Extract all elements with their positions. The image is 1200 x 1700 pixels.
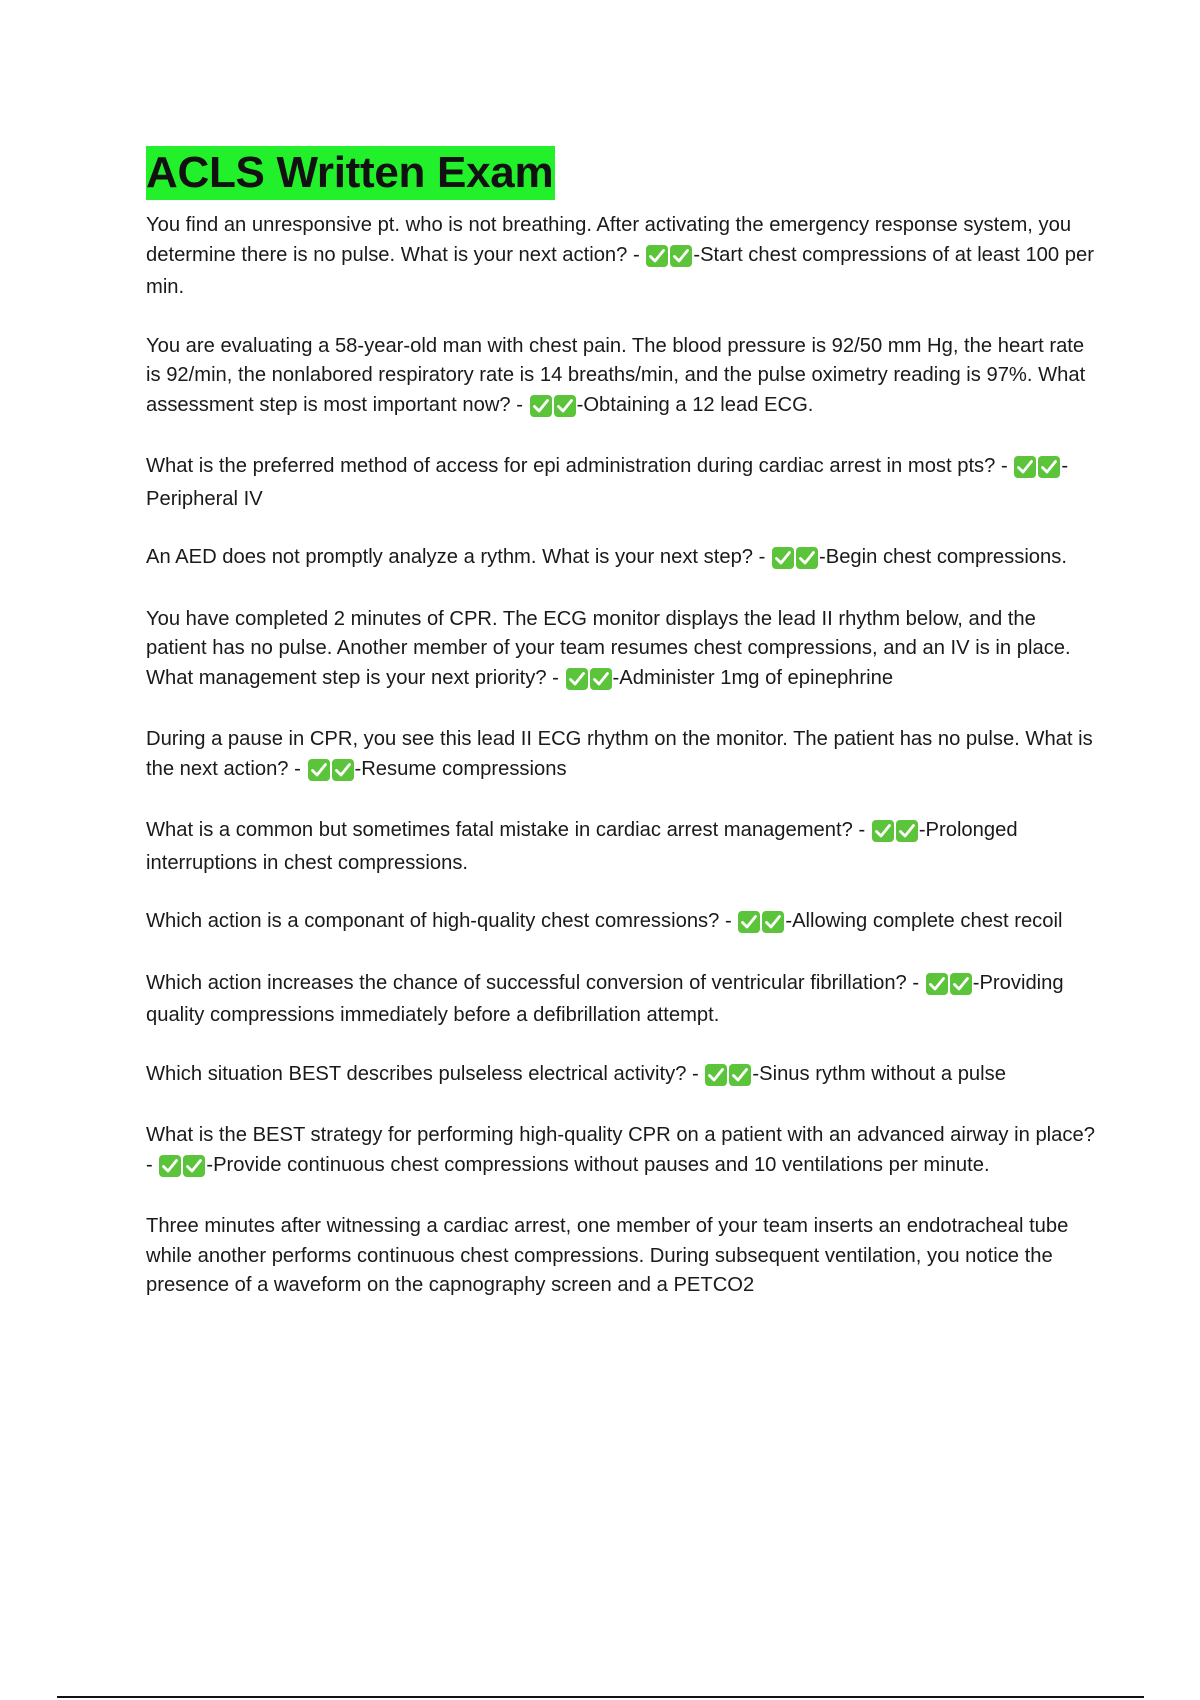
check-mark-button-icon — [895, 822, 919, 844]
check-mark-button-icon — [1013, 458, 1037, 480]
qa-item — [146, 605, 1101, 697]
check-mark-button-icon — [529, 397, 553, 419]
answer-text: -Begin chest compressions. — [819, 546, 1067, 568]
check-mark-button-icon — [1037, 458, 1061, 480]
answer-check-marks — [704, 1063, 752, 1093]
check-mark-button-icon — [737, 913, 761, 935]
question-text: What is the BEST strategy for performing high-quality CPR on a patient with an advanced airway in place? — [146, 1124, 1095, 1146]
question-answer-separator: - — [546, 666, 565, 689]
check-mark-button-icon — [307, 761, 331, 783]
answer-check-marks — [1013, 455, 1061, 485]
check-mark-button-icon — [728, 1066, 752, 1088]
qa-item — [146, 332, 1101, 424]
answer-text: -Provide continuous chest compressions without pauses and 10 ventilations per minute. — [206, 1153, 990, 1176]
question-answer-separator: - — [510, 393, 529, 416]
check-mark-button-icon — [331, 761, 355, 783]
question-answer-separator: - — [686, 1062, 705, 1085]
answer-text: -Prolonged interruptions in chest compressions. — [146, 819, 1018, 874]
question-text: Which situation BEST describes pulseless electrical activity? — [146, 1062, 687, 1085]
question-text: Which action increases the chance of successful conversion of ventricular fibrillation? — [146, 971, 907, 994]
answer-check-marks — [307, 758, 355, 788]
question-answer-separator: - — [719, 910, 738, 932]
check-mark-button-icon — [761, 913, 785, 935]
question-text: Which action is a componant of high-quality chest comressions? — [146, 910, 720, 932]
page-title: ACLS Written Exam — [146, 146, 555, 200]
question-text: You have completed 2 minutes of CPR. The ECG monitor displays the lead II rhythm below, and the patient has no pulse. Another member of your team resumes chest compressions, and an IV is in place. What management step is your next priority? — [146, 607, 1071, 689]
question-answer-separator: - — [906, 971, 925, 994]
qa-item — [146, 543, 1101, 576]
check-mark-button-icon — [158, 1157, 182, 1179]
answer-check-marks — [871, 819, 919, 849]
answer-text: -Allowing complete chest recoil — [785, 910, 1063, 932]
answer-text: -Obtaining a 12 lead ECG. — [576, 393, 814, 416]
qa-item — [146, 1060, 1101, 1093]
qa-item — [146, 816, 1101, 878]
qa-item — [146, 452, 1101, 514]
check-mark-button-icon — [565, 670, 589, 692]
answer-text: -Start chest compressions of at least 100 per min. — [146, 243, 1094, 298]
qa-item — [146, 725, 1101, 787]
question-answer-separator: - — [852, 819, 871, 841]
check-mark-button-icon — [771, 549, 795, 571]
check-mark-button-icon — [871, 822, 895, 844]
question-text: What is a common but sometimes fatal mistake in cardiac arrest management? — [146, 819, 853, 841]
question-text: An AED does not promptly analyze a rythm. What is your next step? — [146, 546, 754, 568]
answer-check-marks — [737, 910, 785, 940]
title-block — [146, 146, 555, 200]
answer-check-marks — [645, 244, 693, 274]
answer-text: -Peripheral IV — [146, 455, 1069, 510]
answer-check-marks — [565, 667, 613, 697]
question-list — [146, 211, 1101, 1330]
answer-check-marks — [925, 972, 973, 1002]
question-answer-separator: - — [753, 546, 771, 568]
check-mark-button-icon — [669, 247, 693, 269]
answer-check-marks — [771, 546, 819, 576]
check-mark-button-icon — [925, 975, 949, 997]
answer-text: -Resume compressions — [354, 757, 567, 780]
answer-check-marks — [529, 394, 577, 424]
question-text: Three minutes after witnessing a cardiac arrest, one member of your team inserts an endotracheal tube while another performs continuous chest compressions. During subsequent ventilation, you notice the presence of a waveform on the capnography screen and a PETCO2 — [146, 1215, 1069, 1296]
question-text: What is the preferred method of access for epi administration during cardiac arrest in most pts? — [146, 455, 996, 477]
check-mark-button-icon — [795, 549, 819, 571]
check-mark-button-icon — [182, 1157, 206, 1179]
qa-item — [146, 1121, 1101, 1183]
footer-divider — [57, 1696, 1144, 1698]
qa-item — [146, 211, 1101, 303]
check-mark-button-icon — [553, 397, 577, 419]
question-answer-separator: - — [627, 243, 646, 266]
check-mark-button-icon — [645, 247, 669, 269]
question-text: You are evaluating a 58-year-old man with chest pain. The blood pressure is 92/50 mm Hg, the heart rate is 92/min, the nonlabored respiratory rate is 14 breaths/min, and the pulse oximetry reading is 97%. What assessment step is most important now? — [146, 334, 1086, 416]
answer-check-marks — [158, 1154, 206, 1184]
question-answer-separator: - — [288, 757, 307, 780]
check-mark-button-icon — [704, 1066, 728, 1088]
qa-item — [146, 969, 1101, 1031]
question-text: You find an unresponsive pt. who is not breathing. After activating the emergency response system, you determine there is no pulse. What is your next action? — [146, 214, 1072, 266]
check-mark-button-icon — [589, 670, 613, 692]
check-mark-button-icon — [949, 975, 973, 997]
answer-text: -Providing quality compressions immediately before a defibrillation attempt. — [146, 971, 1064, 1026]
qa-item — [146, 1212, 1101, 1301]
question-text: During a pause in CPR, you see this lead II ECG rhythm on the monitor. The patient has no pulse. What is the next action? — [146, 728, 1093, 780]
question-answer-separator: - — [146, 1153, 159, 1176]
answer-text: -Sinus rythm without a pulse — [752, 1062, 1006, 1085]
question-answer-separator: - — [995, 455, 1014, 477]
qa-item — [146, 907, 1101, 940]
answer-text: -Administer 1mg of epinephrine — [612, 666, 894, 689]
